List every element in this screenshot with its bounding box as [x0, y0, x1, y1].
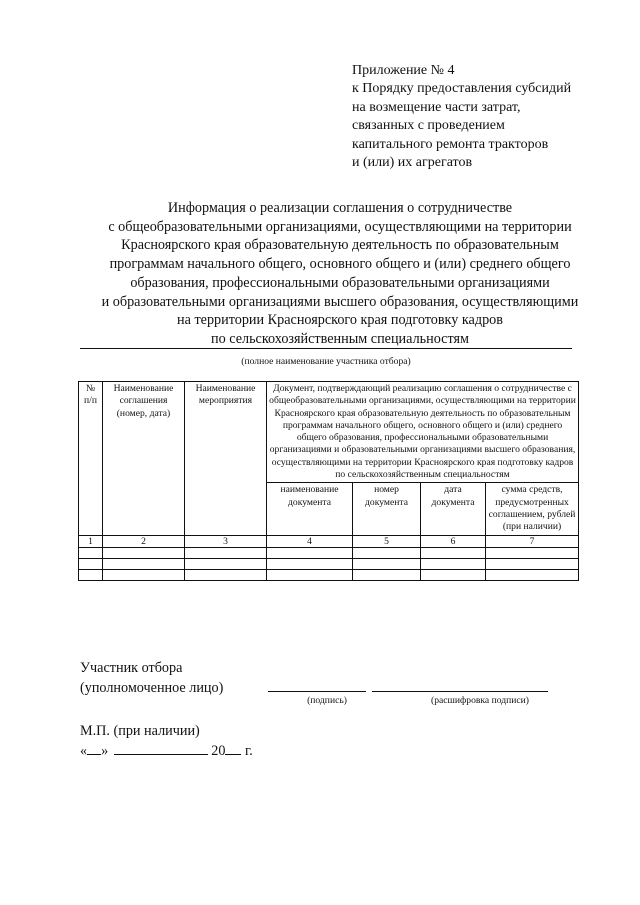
- table-cell[interactable]: [185, 547, 267, 558]
- year-prefix: 20: [211, 743, 226, 759]
- title-line: и образовательными организациями высшего образования, осуществляющими: [101, 293, 579, 310]
- title-line: образования, профессиональными образовательными организациями: [130, 274, 550, 291]
- title-line: Информация о реализации соглашения о сотрудничестве: [167, 200, 513, 216]
- quote-open: «: [80, 743, 88, 759]
- table-cell[interactable]: [185, 569, 267, 580]
- participant-name-caption: (полное наименование участника отбора): [241, 356, 411, 367]
- table-row[interactable]: [79, 558, 579, 569]
- appendix-line: и (или) их агрегатов: [352, 155, 473, 171]
- table-cell[interactable]: [486, 547, 579, 558]
- signature-caption: (подпись): [307, 695, 347, 706]
- column-number: 5: [353, 535, 421, 547]
- table-cell[interactable]: [267, 569, 353, 580]
- header-document-group: Документ, подтверждающий реализацию соглашения о сотрудничестве с общеобразовательными организациями, осуществляющими на территории Красноярского края образовательную деятельность по образовательным программам начального общего, основного общего и (или) среднего общего образования, профессиональными образовательными организациями и образовательными организациями высшего образования, осуществляющими на территории Красноярского края подготовку кадров по сельскохозяйственным специальностям: [267, 382, 579, 483]
- quote-close: »: [101, 743, 109, 759]
- table-row[interactable]: [79, 547, 579, 558]
- appendix-line: Приложение № 4: [352, 63, 455, 78]
- column-number: 1: [79, 535, 103, 547]
- appendix-line: капитального ремонта тракторов: [352, 136, 549, 152]
- table-cell[interactable]: [79, 569, 103, 580]
- column-number: 7: [486, 535, 579, 547]
- appendix-line: связанных с проведением: [352, 118, 505, 134]
- header-no: № п/п: [79, 382, 103, 536]
- table-cell[interactable]: [103, 569, 185, 580]
- table-cell[interactable]: [421, 569, 486, 580]
- signature-block: [80, 659, 223, 698]
- table-header-row: [79, 382, 579, 483]
- column-number: 3: [185, 535, 267, 547]
- table-cell[interactable]: [79, 547, 103, 558]
- table-cell[interactable]: [421, 558, 486, 569]
- table-cell[interactable]: [79, 558, 103, 569]
- participant-name-field[interactable]: [80, 348, 572, 349]
- appendix-header: [352, 62, 612, 172]
- table-cell[interactable]: [353, 547, 421, 558]
- report-table: [78, 381, 579, 581]
- signature-field[interactable]: [268, 691, 366, 692]
- table-cell[interactable]: [421, 547, 486, 558]
- table-row[interactable]: [79, 569, 579, 580]
- table-cell[interactable]: [103, 558, 185, 569]
- table-cell[interactable]: [267, 558, 353, 569]
- table-cell[interactable]: [185, 558, 267, 569]
- title-line: по сельскохозяйственным специальностям: [211, 330, 469, 347]
- column-numbers-row: [79, 535, 579, 547]
- header-amount: сумма средств, предусмотренных соглашением, рублей (при наличии): [486, 483, 579, 535]
- header-doc-number: номер документа: [353, 483, 421, 535]
- column-number: 2: [103, 535, 185, 547]
- document-title: [60, 199, 620, 349]
- table-cell[interactable]: [267, 547, 353, 558]
- title-line: на территории Красноярского края подготовку кадров: [177, 312, 503, 329]
- table-cell[interactable]: [353, 558, 421, 569]
- header-doc-date: дата документа: [421, 483, 486, 535]
- participant-label: Участник отбора: [80, 660, 183, 676]
- title-line: Красноярского края образовательную деятельность по образовательным: [121, 237, 559, 254]
- column-number: 6: [421, 535, 486, 547]
- header-event: Наименование мероприятия: [185, 382, 267, 536]
- signature-decoding-caption: (расшифровка подписи): [431, 695, 529, 706]
- appendix-line: к Порядку предоставления субсидий: [352, 81, 572, 97]
- title-line: с общеобразовательными организациями, осуществляющими на территории: [108, 218, 572, 235]
- year-field[interactable]: [225, 740, 241, 755]
- authorized-person-label: (уполномоченное лицо): [80, 679, 224, 696]
- day-field[interactable]: [87, 740, 101, 755]
- header-agreement: Наименование соглашения (номер, дата): [103, 382, 185, 536]
- date-row: [80, 740, 253, 762]
- table-cell[interactable]: [353, 569, 421, 580]
- column-number: 4: [267, 535, 353, 547]
- month-field[interactable]: [114, 740, 208, 755]
- table-cell[interactable]: [103, 547, 185, 558]
- stamp-label: М.П. (при наличии): [80, 723, 200, 739]
- appendix-line: на возмещение части затрат,: [352, 99, 521, 115]
- header-doc-name: наименование документа: [267, 483, 353, 535]
- table-cell[interactable]: [486, 558, 579, 569]
- signature-decoding-field[interactable]: [372, 691, 548, 692]
- table-cell[interactable]: [486, 569, 579, 580]
- year-suffix: г.: [245, 743, 253, 759]
- title-line: программам начального общего, основного общего и (или) среднего общего: [109, 256, 571, 273]
